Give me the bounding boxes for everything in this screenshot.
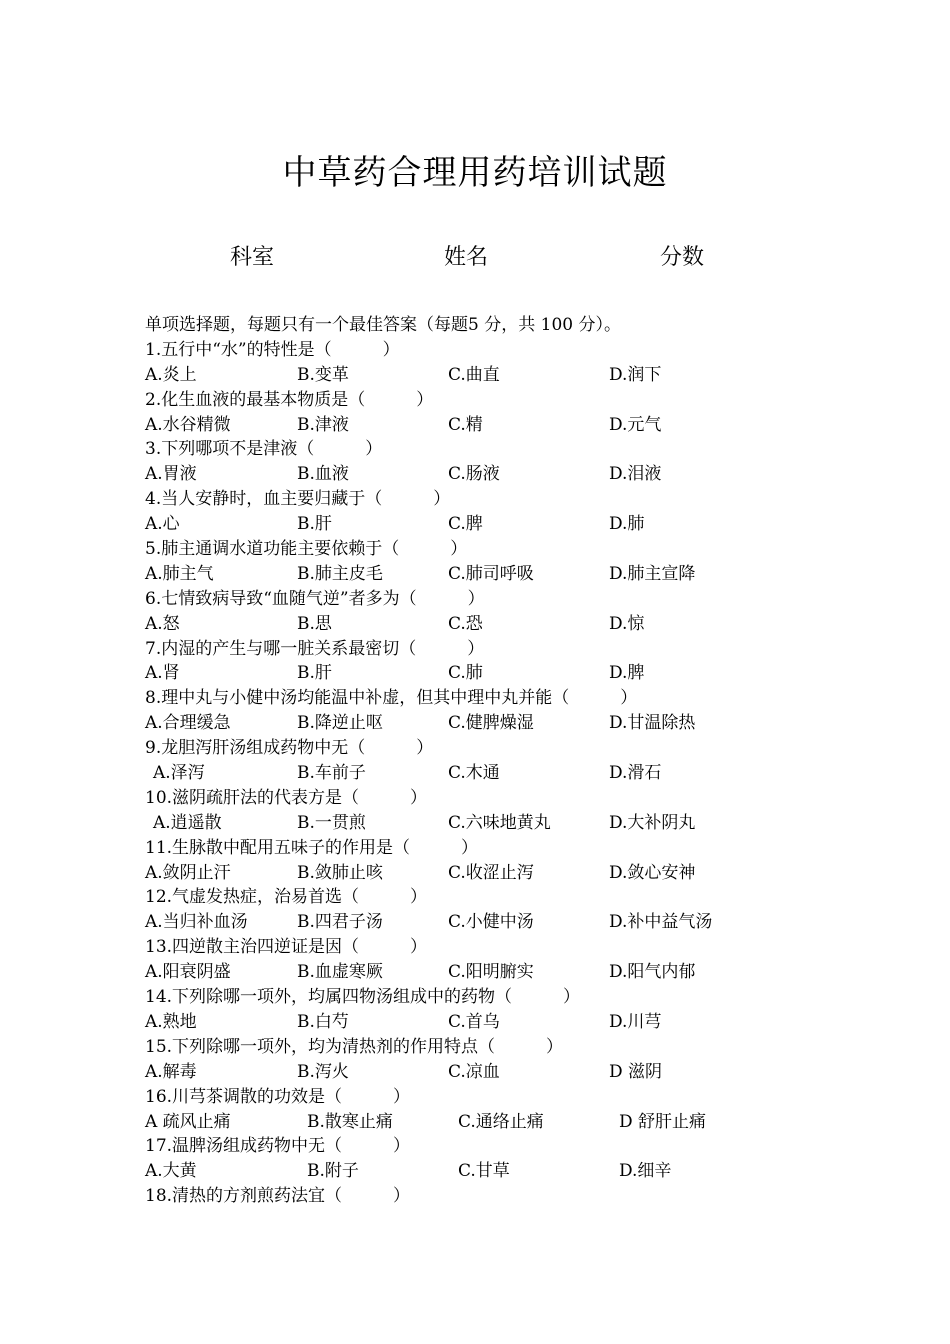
option-c: C.阳明腑实 — [448, 962, 534, 983]
option-d: D 舒肝止痛 — [619, 1111, 707, 1132]
option-b: B.津液 — [297, 414, 349, 435]
option-c: C.凉血 — [448, 1061, 500, 1082]
option-d: D.惊 — [609, 613, 645, 634]
option-b: B.血虚寒厥 — [297, 962, 383, 983]
option-d: D.大补阴丸 — [609, 812, 696, 833]
option-c: C.精 — [448, 414, 483, 435]
options-3 — [145, 462, 905, 487]
field-department-label: 科室 — [230, 245, 275, 270]
question-7: 7.内湿的产生与哪一脏关系最密切（ ） — [145, 638, 485, 659]
option-a: A.逍遥散 — [153, 812, 222, 833]
field-name-label: 姓名 — [444, 245, 489, 270]
options-17 — [145, 1159, 905, 1184]
option-c: C.脾 — [448, 514, 483, 535]
options-7 — [145, 661, 905, 686]
option-b: B.肝 — [297, 663, 332, 684]
question-11: 11.生脉散中配用五味子的作用是（ ） — [145, 837, 479, 858]
question-3: 3.下列哪项不是津液（ ） — [145, 439, 383, 460]
options-12 — [145, 910, 905, 935]
option-d: D.润下 — [609, 364, 662, 385]
options-4 — [145, 512, 905, 537]
option-d: D.补中益气汤 — [609, 912, 713, 933]
options-6 — [145, 612, 905, 637]
option-a: A.大黄 — [145, 1161, 197, 1182]
question-16: 16.川芎茶调散的功效是（ ） — [145, 1086, 411, 1107]
option-b: B.肺主皮毛 — [297, 563, 383, 584]
option-d: D.肺 — [609, 514, 645, 535]
options-15 — [145, 1060, 905, 1085]
option-d: D.元气 — [609, 414, 662, 435]
question-4: 4.当人安静时，血主要归藏于（ ） — [145, 489, 451, 510]
question-12: 12.气虚发热症，治易首选（ ） — [145, 887, 428, 908]
option-b: B.一贯煎 — [297, 812, 366, 833]
option-a: A.敛阴止汗 — [145, 862, 231, 883]
option-c: C.肺司呼吸 — [448, 563, 534, 584]
option-d: D.甘温除热 — [609, 713, 696, 734]
option-b: B.白芍 — [297, 1011, 349, 1032]
option-b: B.敛肺止咳 — [297, 862, 383, 883]
option-c: C.肺 — [448, 663, 483, 684]
option-d: D.细辛 — [619, 1161, 672, 1182]
option-c: C.健脾燥湿 — [448, 713, 534, 734]
option-b: B.肝 — [297, 514, 332, 535]
option-b: B.降逆止呕 — [297, 713, 383, 734]
question-2: 2.化生血液的最基本物质是（ ） — [145, 389, 434, 410]
options-9 — [145, 761, 905, 786]
option-d: D 滋阴 — [609, 1061, 663, 1082]
option-c: C.通络止痛 — [458, 1111, 544, 1132]
instructions: 单项选择题，每题只有一个最佳答案（每题5 分，共 100 分）。 — [145, 315, 621, 335]
option-a: A.解毒 — [145, 1061, 197, 1082]
field-score-label: 分数 — [660, 245, 705, 270]
option-a: A.熟地 — [145, 1011, 197, 1032]
options-1 — [145, 363, 905, 388]
option-c: C.肠液 — [448, 464, 500, 485]
option-a: A.合理缓急 — [145, 713, 231, 734]
option-d: D.泪液 — [609, 464, 662, 485]
option-c: C.曲直 — [448, 364, 500, 385]
options-13 — [145, 960, 905, 985]
option-d: D.川芎 — [609, 1011, 662, 1032]
question-9: 9.龙胆泻肝汤组成药物中无（ ） — [145, 738, 434, 759]
option-a: A.肺主气 — [145, 563, 214, 584]
page-title: 中草药合理用药培训试题 — [282, 153, 668, 193]
option-a: A.当归补血汤 — [145, 912, 248, 933]
options-14 — [145, 1010, 905, 1035]
option-c: C.甘草 — [458, 1161, 510, 1182]
option-a: A.炎上 — [145, 364, 197, 385]
option-b: B.车前子 — [297, 763, 366, 784]
option-a: A.肾 — [145, 663, 180, 684]
option-a: A.胃液 — [145, 464, 197, 485]
question-list — [145, 313, 905, 1209]
question-18: 18.清热的方剂煎药法宜（ ） — [145, 1186, 411, 1207]
options-11 — [145, 861, 905, 886]
option-b: B.泻火 — [297, 1061, 349, 1082]
question-1: 1.五行中“水”的特性是（ ） — [145, 339, 400, 360]
option-c: C.收涩止泻 — [448, 862, 534, 883]
option-a: A.心 — [145, 514, 180, 535]
option-a: A.泽泻 — [153, 763, 205, 784]
question-15: 15.下列除哪一项外，均为清热剂的作用特点（ ） — [145, 1036, 564, 1057]
options-2 — [145, 413, 905, 438]
option-b: B.变革 — [297, 364, 349, 385]
option-a: A.怒 — [145, 613, 180, 634]
question-13: 13.四逆散主治四逆证是因（ ） — [145, 937, 428, 958]
question-10: 10.滋阴疏肝法的代表方是（ ） — [145, 787, 428, 808]
option-c: C.六味地黄丸 — [448, 812, 551, 833]
options-10 — [145, 811, 905, 836]
option-d: D.阳气内郁 — [609, 962, 696, 983]
option-c: C.恐 — [448, 613, 483, 634]
option-b: B.思 — [297, 613, 332, 634]
option-d: D.敛心安神 — [609, 862, 696, 883]
question-17: 17.温脾汤组成药物中无（ ） — [145, 1136, 411, 1157]
option-a: A.水谷精微 — [145, 414, 231, 435]
option-b: B.血液 — [297, 464, 349, 485]
option-b: B.附子 — [307, 1161, 359, 1182]
question-5: 5.肺主通调水道功能主要依赖于（ ） — [145, 539, 468, 560]
options-8 — [145, 711, 905, 736]
option-d: D.肺主宣降 — [609, 563, 696, 584]
option-b: B.四君子汤 — [297, 912, 383, 933]
option-a: A 疏风止痛 — [145, 1111, 231, 1132]
options-16 — [145, 1110, 905, 1135]
question-8: 8.理中丸与小健中汤均能温中补虚，但其中理中丸并能（ ） — [145, 688, 638, 709]
option-d: D.脾 — [609, 663, 645, 684]
option-d: D.滑石 — [609, 763, 662, 784]
option-c: C.小健中汤 — [448, 912, 534, 933]
option-a: A.阳衰阴盛 — [145, 962, 231, 983]
question-14: 14.下列除哪一项外，均属四物汤组成中的药物（ ） — [145, 987, 581, 1008]
option-b: B.散寒止痛 — [307, 1111, 393, 1132]
question-6: 6.七情致病导致“血随气逆”者多为（ ） — [145, 588, 485, 609]
options-5 — [145, 562, 905, 587]
option-c: C.木通 — [448, 763, 500, 784]
option-c: C.首乌 — [448, 1011, 500, 1032]
